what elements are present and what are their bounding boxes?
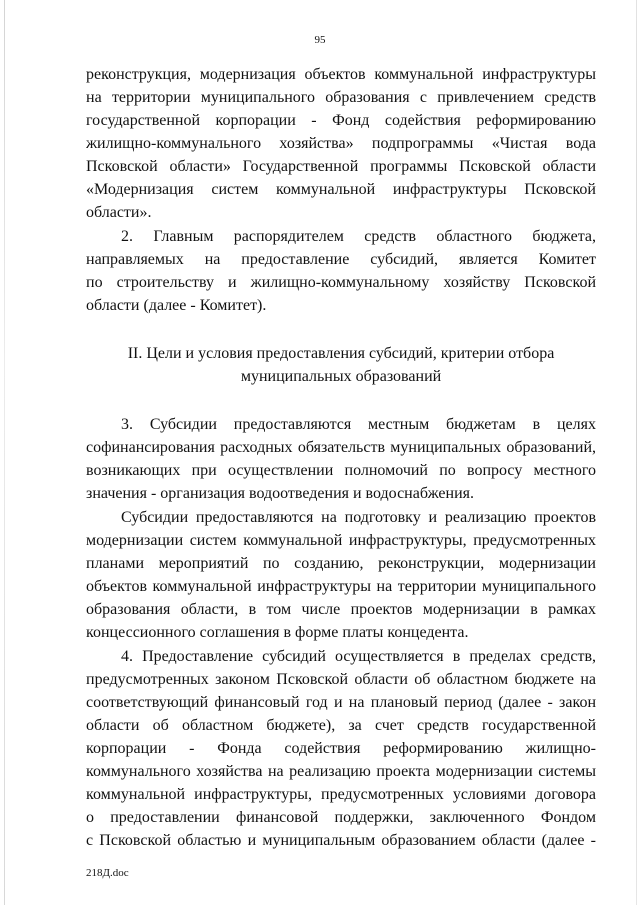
text-line: о предоставлении финансовой поддержки, заключенного Фондом <box>86 809 596 826</box>
section-heading-line: муниципальных образований <box>240 368 442 385</box>
scan-edge-left <box>4 0 5 905</box>
text-line: по строительству и жилищно-коммунальному хозяйству Псковской <box>86 274 596 291</box>
text-line: направляемых на предоставление субсидий, является Комитет <box>86 251 596 268</box>
text-line: Субсидии предоставляются на подготовку и реализацию проектов <box>121 509 596 526</box>
text-line: 2. Главным распорядителем средств областного бюджета, <box>121 228 596 245</box>
scan-edge-right <box>636 0 637 905</box>
text-line: коммунального хозяйства на реализацию проекта модернизации системы <box>86 763 596 780</box>
text-line: возникающих при осуществлении полномочий по вопросу местного <box>86 462 596 479</box>
text-line: 3. Субсидии предоставляются местным бюджетам в целях <box>121 416 596 433</box>
paragraph-continuation <box>86 63 596 224</box>
paragraph-item-2 <box>86 225 596 317</box>
text-line: значения - организация водоотведения и водоснабжения. <box>86 485 475 502</box>
page-number: 95 <box>314 34 326 46</box>
text-line: области (далее - Комитет). <box>86 297 267 314</box>
text-line: предусмотренных законом Псковской области об областном бюджете на <box>86 671 596 688</box>
text-line: планами мероприятий по созданию, реконструкции, модернизации <box>86 555 596 572</box>
footer-filename: 218Д.doc <box>86 867 129 879</box>
text-line: концессионного соглашения в форме платы концедента. <box>86 624 469 641</box>
paragraph-item-3 <box>86 413 596 505</box>
text-line: жилищно-коммунального хозяйства» подпрограммы «Чистая вода <box>86 135 596 152</box>
text-line: государственной корпорации - Фонд содействия реформированию <box>86 112 596 129</box>
text-line: объектов коммунальной инфраструктуры на территории муниципального <box>86 578 596 595</box>
text-line: на территории муниципального образования с привлечением средств <box>86 89 596 106</box>
section-heading <box>86 342 596 388</box>
text-line: Псковской области» Государственной программы Псковской области <box>86 158 596 175</box>
text-line: соответствующий финансовый год и на плановый период (далее - закон <box>86 694 596 711</box>
text-line: коммунальной инфраструктуры, предусмотренных условиями договора <box>86 786 596 803</box>
text-line: «Модернизация систем коммунальной инфраструктуры Псковской <box>86 181 596 198</box>
section-heading-line: II. Цели и условия предоставления субсидий, критерии отбора <box>127 345 555 362</box>
text-line: модернизации систем коммунальной инфраструктуры, предусмотренных <box>86 532 596 549</box>
text-line: с Псковской областью и муниципальным образованием области (далее - <box>86 832 596 849</box>
text-line: образования области, в том числе проектов модернизации в рамках <box>86 601 596 618</box>
text-line: 4. Предоставление субсидий осуществляется в пределах средств, <box>121 648 596 665</box>
text-line: софинансирования расходных обязательств муниципальных образований, <box>86 439 596 456</box>
text-line: области об областном бюджете), за счет средств государственной <box>86 717 596 734</box>
paragraph-item-4 <box>86 645 596 852</box>
text-line: реконструкция, модернизация объектов коммунальной инфраструктуры <box>86 66 596 83</box>
text-line: корпорации - Фонда содействия реформированию жилищно- <box>86 740 596 757</box>
paragraph-subsidies <box>86 506 596 644</box>
text-line: области». <box>86 204 152 221</box>
